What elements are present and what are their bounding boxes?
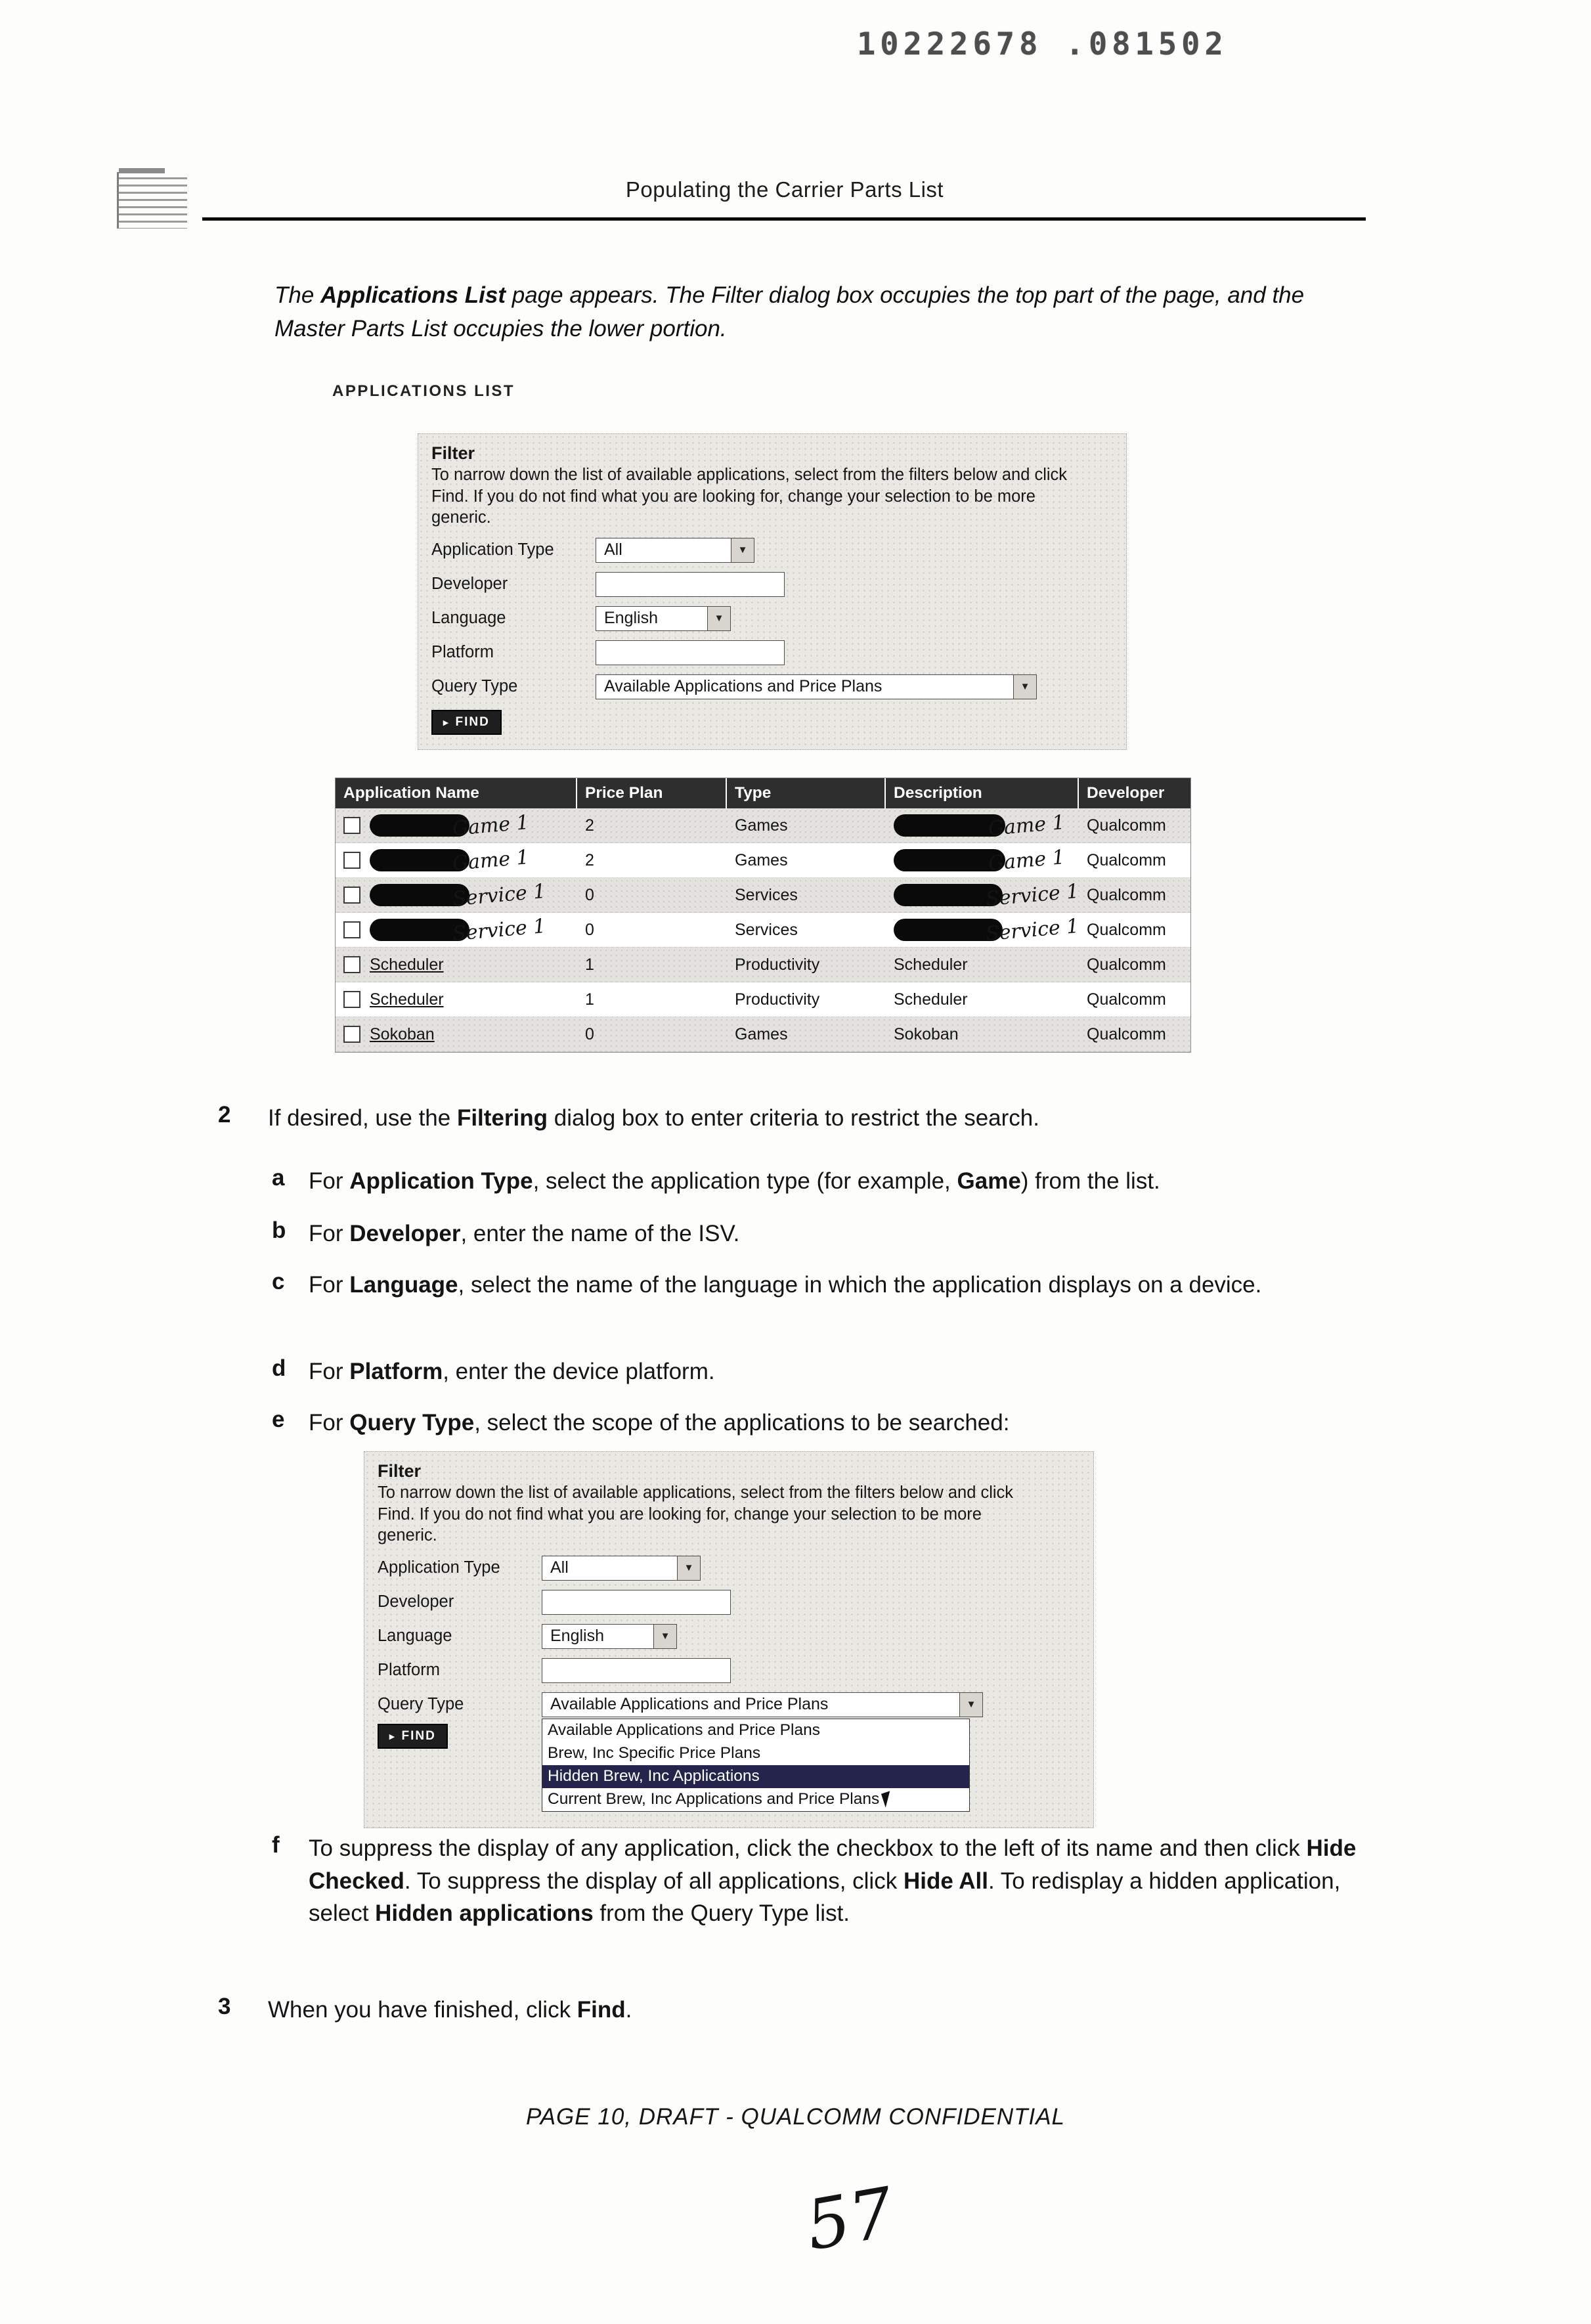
- developer-label: Developer: [431, 575, 508, 594]
- handwritten-annotation: Game 1: [451, 845, 530, 875]
- language-row: [378, 1624, 1080, 1649]
- query-type-dropdown-list: [542, 1719, 970, 1812]
- row-checkbox[interactable]: [343, 1026, 360, 1043]
- application-type-label: Application Type: [431, 540, 554, 559]
- query-type-row: [431, 674, 1113, 699]
- substep-letter: e: [272, 1407, 285, 1432]
- table-row: [336, 843, 1190, 878]
- dropdown-arrow-icon: ▼: [1013, 675, 1036, 699]
- handwritten-annotation: Service 1: [451, 879, 547, 911]
- application-type-value: All: [550, 1558, 569, 1577]
- table-row: [336, 1017, 1190, 1052]
- intro-paragraph: The Applications List page appears. The Filter dialog box occupies the top part of the page, and the Master Parts List occupies the lower portion.: [274, 282, 1305, 342]
- handwritten-annotation: Service 1: [451, 914, 547, 946]
- platform-label: Platform: [431, 643, 494, 662]
- developer-cell: Qualcomm: [1087, 955, 1166, 974]
- platform-row: [431, 640, 1113, 665]
- table-row: [336, 913, 1190, 948]
- platform-input[interactable]: [542, 1658, 731, 1683]
- developer-row: [378, 1590, 1080, 1615]
- price-plan-cell: 2: [585, 850, 594, 869]
- filter-dialog-title: Filter: [378, 1461, 422, 1481]
- developer-cell: Qualcomm: [1087, 920, 1166, 939]
- developer-cell: Qualcomm: [1087, 885, 1166, 904]
- filter-dialog-description: To narrow down the list of available applications, select from the filters below and click Find. If you do not find what you are looking for, change your selection to be more generic.: [378, 1483, 1014, 1545]
- find-button-label: FIND: [401, 1728, 436, 1743]
- applications-list-heading: APPLICATIONS LIST: [332, 382, 515, 400]
- substep-text: For Language, select the name of the language in which the application displays on a device.: [309, 1272, 1262, 1298]
- query-type-select[interactable]: [596, 674, 1037, 699]
- dropdown-arrow-icon: ▼: [959, 1693, 982, 1717]
- language-value: English: [550, 1627, 604, 1646]
- type-cell: Games: [735, 1024, 788, 1043]
- filter-dialog-screenshot-open: [364, 1451, 1094, 1828]
- dropdown-option[interactable]: [542, 1788, 969, 1811]
- developer-cell: Qualcomm: [1087, 1024, 1166, 1043]
- handwritten-annotation: Game 1: [451, 810, 530, 841]
- query-type-value: Available Applications and Price Plans: [604, 677, 883, 696]
- step-number: 3: [218, 1994, 231, 2019]
- application-type-row: [378, 1556, 1080, 1581]
- query-type-label: Query Type: [431, 677, 518, 696]
- find-button-label: FIND: [455, 714, 490, 729]
- language-value: English: [604, 609, 658, 628]
- substep-text: To suppress the display of any application, click the checkbox to the left of its name and then click Hide Checked. To suppress the display of all applications, click Hide All. To redisplay a hidden application, select Hidden applications from the Query Type list.: [309, 1835, 1357, 1927]
- application-name-link[interactable]: Scheduler: [370, 990, 444, 1009]
- price-plan-cell: 1: [585, 990, 594, 1009]
- application-type-select[interactable]: [542, 1556, 701, 1581]
- query-type-value: Available Applications and Price Plans: [550, 1695, 829, 1714]
- row-checkbox[interactable]: [343, 991, 360, 1008]
- query-type-row: [378, 1692, 1080, 1717]
- footer-confidential: PAGE 10, DRAFT - QUALCOMM CONFIDENTIAL: [525, 2104, 1066, 2130]
- developer-input[interactable]: [596, 572, 785, 597]
- language-select[interactable]: [596, 606, 731, 631]
- handwritten-annotation: Game 1: [987, 845, 1066, 875]
- language-label: Language: [378, 1627, 452, 1646]
- type-cell: Games: [735, 850, 788, 869]
- filter-dialog-description: To narrow down the list of available applications, select from the filters below and click Find. If you do not find what you are looking for, change your selection to be more generic.: [431, 466, 1068, 527]
- row-checkbox[interactable]: [343, 887, 360, 904]
- dropdown-option-label: Current Brew, Inc Applications and Price Plans: [548, 1790, 880, 1809]
- application-name-link[interactable]: Sokoban: [370, 1024, 435, 1043]
- developer-cell: Qualcomm: [1087, 990, 1166, 1009]
- application-type-value: All: [604, 540, 622, 559]
- row-checkbox[interactable]: [343, 921, 360, 938]
- page-header-title: Populating the Carrier Parts List: [625, 177, 944, 202]
- logo-top-bar: [119, 168, 165, 173]
- column-header-application-name: Application Name: [336, 778, 577, 808]
- language-row: [431, 606, 1113, 631]
- application-type-row: [431, 538, 1113, 563]
- substep-letter: a: [272, 1165, 285, 1191]
- type-cell: Services: [735, 920, 798, 939]
- type-cell: Games: [735, 816, 788, 835]
- find-button-icon: ▸: [443, 716, 450, 728]
- header-rule: [202, 217, 1366, 221]
- step-number: 2: [218, 1102, 231, 1128]
- price-plan-cell: 0: [585, 885, 594, 904]
- table-row: [336, 982, 1190, 1017]
- type-cell: Productivity: [735, 955, 820, 974]
- price-plan-cell: 2: [585, 816, 594, 835]
- substep-letter: c: [272, 1269, 285, 1294]
- application-type-label: Application Type: [378, 1558, 500, 1577]
- patent-stamp: 10222678 .081502: [857, 26, 1228, 62]
- row-checkbox[interactable]: [343, 956, 360, 973]
- find-button-icon: ▸: [389, 1730, 396, 1742]
- mouse-cursor-icon: [881, 1791, 894, 1808]
- language-label: Language: [431, 609, 506, 628]
- query-type-label: Query Type: [378, 1695, 464, 1714]
- platform-row: [378, 1658, 1080, 1683]
- description-cell: Scheduler: [894, 990, 968, 1009]
- platform-input[interactable]: [596, 640, 785, 665]
- dropdown-arrow-icon: ▼: [731, 538, 754, 562]
- type-cell: Productivity: [735, 990, 820, 1009]
- row-checkbox[interactable]: [343, 817, 360, 834]
- table-row: [336, 878, 1190, 913]
- dropdown-option[interactable]: Available Applications and Price Plans: [542, 1719, 969, 1742]
- table-header-row: [336, 778, 1190, 808]
- developer-label: Developer: [378, 1592, 454, 1611]
- filter-dialog-screenshot: [418, 433, 1127, 750]
- description-cell: Scheduler: [894, 955, 968, 974]
- developer-row: [431, 572, 1113, 597]
- substep-text: For Application Type, select the application type (for example, Game) from the list.: [309, 1168, 1160, 1194]
- applications-table: [335, 778, 1191, 1053]
- query-type-dropdown-area: [378, 1719, 1080, 1818]
- row-checkbox[interactable]: [343, 852, 360, 869]
- table-row: [336, 808, 1190, 843]
- find-row: [431, 710, 1113, 740]
- developer-cell: Qualcomm: [1087, 850, 1166, 869]
- handwritten-annotation: Service 1: [984, 914, 1080, 946]
- price-plan-cell: 1: [585, 955, 594, 974]
- application-name-link[interactable]: Scheduler: [370, 955, 444, 974]
- language-select[interactable]: [542, 1624, 677, 1649]
- type-cell: Services: [735, 885, 798, 904]
- substep-letter: d: [272, 1355, 286, 1381]
- price-plan-cell: 0: [585, 920, 594, 939]
- handwritten-annotation: Game 1: [987, 810, 1066, 841]
- dropdown-arrow-icon: ▼: [677, 1556, 700, 1580]
- column-header-developer: Developer: [1087, 784, 1165, 802]
- table-row: [336, 948, 1190, 982]
- application-type-select[interactable]: [596, 538, 754, 563]
- developer-cell: Qualcomm: [1087, 816, 1166, 835]
- step-text: If desired, use the Filtering dialog box to enter criteria to restrict the search.: [268, 1105, 1039, 1131]
- dropdown-option[interactable]: Brew, Inc Specific Price Plans: [542, 1742, 969, 1765]
- dropdown-arrow-icon: ▼: [707, 607, 730, 630]
- handwritten-page-number: 57: [800, 2172, 900, 2266]
- price-plan-cell: 0: [585, 1024, 594, 1043]
- column-header-price-plan: Price Plan: [577, 778, 727, 808]
- find-button[interactable]: [431, 710, 502, 735]
- dropdown-option-selected[interactable]: Hidden Brew, Inc Applications: [542, 1765, 969, 1788]
- column-header-description: Description: [886, 778, 1079, 808]
- developer-input[interactable]: [542, 1590, 731, 1615]
- substep-text: For Query Type, select the scope of the applications to be searched:: [309, 1410, 1010, 1436]
- logo-icon: [117, 172, 187, 229]
- dropdown-arrow-icon: ▼: [653, 1625, 676, 1648]
- query-type-select[interactable]: [542, 1692, 983, 1717]
- substep-text: For Developer, enter the name of the ISV.: [309, 1221, 740, 1246]
- filter-dialog-title: Filter: [431, 443, 475, 463]
- column-header-type: Type: [727, 778, 886, 808]
- substep-text: For Platform, enter the device platform.: [309, 1359, 715, 1384]
- handwritten-annotation: Service 1: [984, 879, 1080, 911]
- substep-letter: b: [272, 1217, 286, 1243]
- platform-label: Platform: [378, 1661, 440, 1680]
- substep-letter: f: [272, 1832, 280, 1858]
- find-button[interactable]: [378, 1724, 448, 1749]
- step-text: When you have finished, click Find.: [268, 1997, 632, 2023]
- description-cell: Sokoban: [894, 1024, 959, 1043]
